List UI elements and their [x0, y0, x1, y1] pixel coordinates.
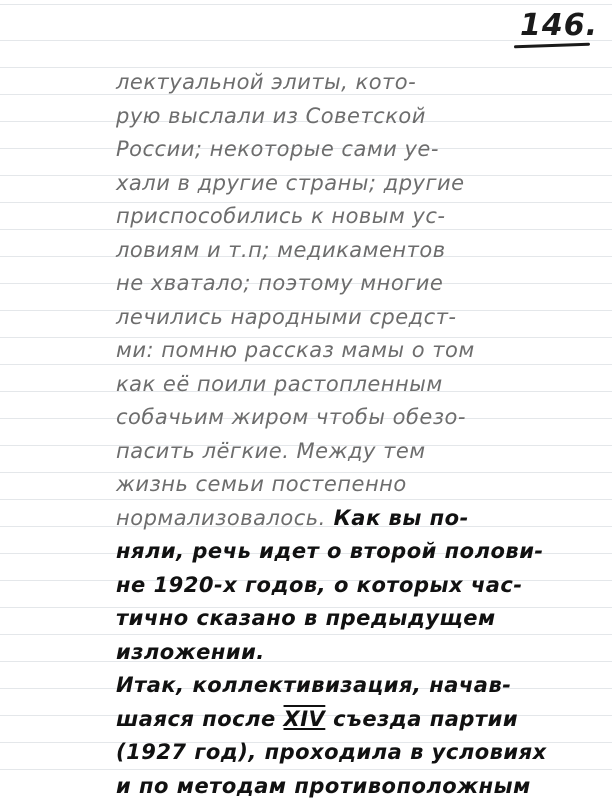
handwritten-text [116, 66, 556, 803]
text-line-congress [116, 703, 556, 737]
text-line: рую выслали из Советской [116, 100, 556, 134]
text-line: изложении. [116, 636, 556, 670]
text-line-faded-part: нормализовалось. [116, 506, 326, 530]
text-line: и по методам противоположным [116, 770, 556, 803]
text-line: ми: помню рассказ мамы о том [116, 334, 556, 368]
congress-after: съезда партии [325, 707, 518, 731]
text-line: лектуальной элиты, кото- [116, 66, 556, 100]
text-line: хали в другие страны; другие [116, 167, 556, 201]
text-line: как её поили растопленным [116, 368, 556, 402]
text-line: приспособились к новым ус- [116, 200, 556, 234]
text-line: не хватало; поэтому многие [116, 267, 556, 301]
congress-roman-numeral: XIV [284, 707, 326, 731]
text-line: собачьим жиром чтобы обезо- [116, 401, 556, 435]
page-number: 146. [520, 8, 598, 43]
text-line: не 1920-х годов, о которых час- [116, 569, 556, 603]
text-line: няли, речь идет о второй полови- [116, 535, 556, 569]
text-line: ловиям и т.п; медикаментов [116, 234, 556, 268]
page-number-underline [514, 43, 590, 49]
text-line: Итак, коллективизация, начав- [116, 669, 556, 703]
text-line: тично сказано в предыдущем [116, 602, 556, 636]
text-line: жизнь семьи постепенно [116, 468, 556, 502]
text-line: России; некоторые сами уе- [116, 133, 556, 167]
text-line-mixed [116, 502, 556, 536]
congress-before: шаяся после [116, 707, 284, 731]
text-line: (1927 год), проходила в условиях [116, 736, 556, 770]
text-line-dark-part: Как вы по- [326, 506, 469, 530]
text-line: лечились народными средст- [116, 301, 556, 335]
text-line: пасить лёгкие. Между тем [116, 435, 556, 469]
